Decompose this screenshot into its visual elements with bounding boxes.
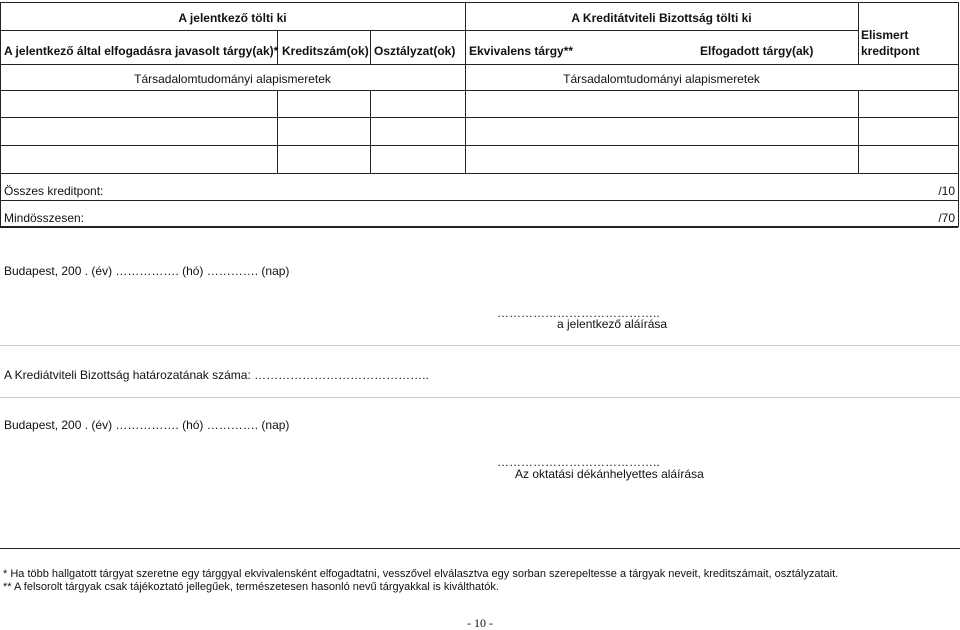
col-equivalent-subject: Ekvivalens tárgy** — [469, 44, 574, 58]
signature-dots-dean: ………………………………….. — [497, 455, 660, 469]
total-credits-value: /10 — [938, 184, 955, 198]
applicant-fills-heading: A jelentkező tölti ki — [178, 11, 287, 25]
resolution-number-line: A Krediátviteli Bizottság határozatának száma: …………………………………….. — [4, 368, 429, 382]
signature-label-dean: Az oktatási dékánhelyettes aláírása — [515, 467, 704, 481]
col-accepted-subjects: Elfogadott tárgy(ak) — [700, 44, 814, 58]
overall-total-value: /70 — [938, 211, 955, 225]
col-recognized-credit-line1: Elismert — [861, 28, 909, 42]
col-recognized-credit-line2: kreditpont — [861, 44, 920, 58]
total-credits-label: Összes kreditpont: — [4, 184, 104, 198]
footnote-2: ** A felsorolt tárgyak csak tájékoztató jellegűek, természetesen hasonló nevű tárgyakkal is kiválthatók. — [3, 581, 499, 593]
overall-total-label: Mindösszesen: — [4, 211, 85, 225]
committee-fills-heading: A Kreditátviteli Bizottság tölti ki — [571, 11, 752, 25]
date-line-applicant: Budapest, 200 . (év) ……………. (hó) …………. (nap) — [4, 264, 290, 278]
col-credits: Kreditszám(ok) — [282, 44, 369, 58]
footnote-1: * Ha több hallgatott tárgyat szeretne egy tárggyal ekvivalensként elfogadtatni, vesszővel elválasztva egy sorban szerepeltesse a tárgyak neveit, kreditszámait, osztályzatait. — [3, 568, 839, 580]
col-proposed-subjects: A jelentkező által elfogadásra javasolt tárgy(ak)* — [4, 44, 279, 58]
signature-dots-applicant: ………………………………….. — [497, 306, 660, 320]
section-label-left: Társadalomtudományi alapismeretek — [134, 72, 331, 86]
signature-label-applicant: a jelentkező aláírása — [557, 317, 668, 331]
date-line-dean: Budapest, 200 . (év) ……………. (hó) …………. (nap) — [4, 418, 290, 432]
col-grades: Osztályzat(ok) — [374, 44, 456, 58]
page-number: - 10 - — [467, 616, 493, 630]
section-label-right: Társadalomtudományi alapismeretek — [563, 72, 760, 86]
